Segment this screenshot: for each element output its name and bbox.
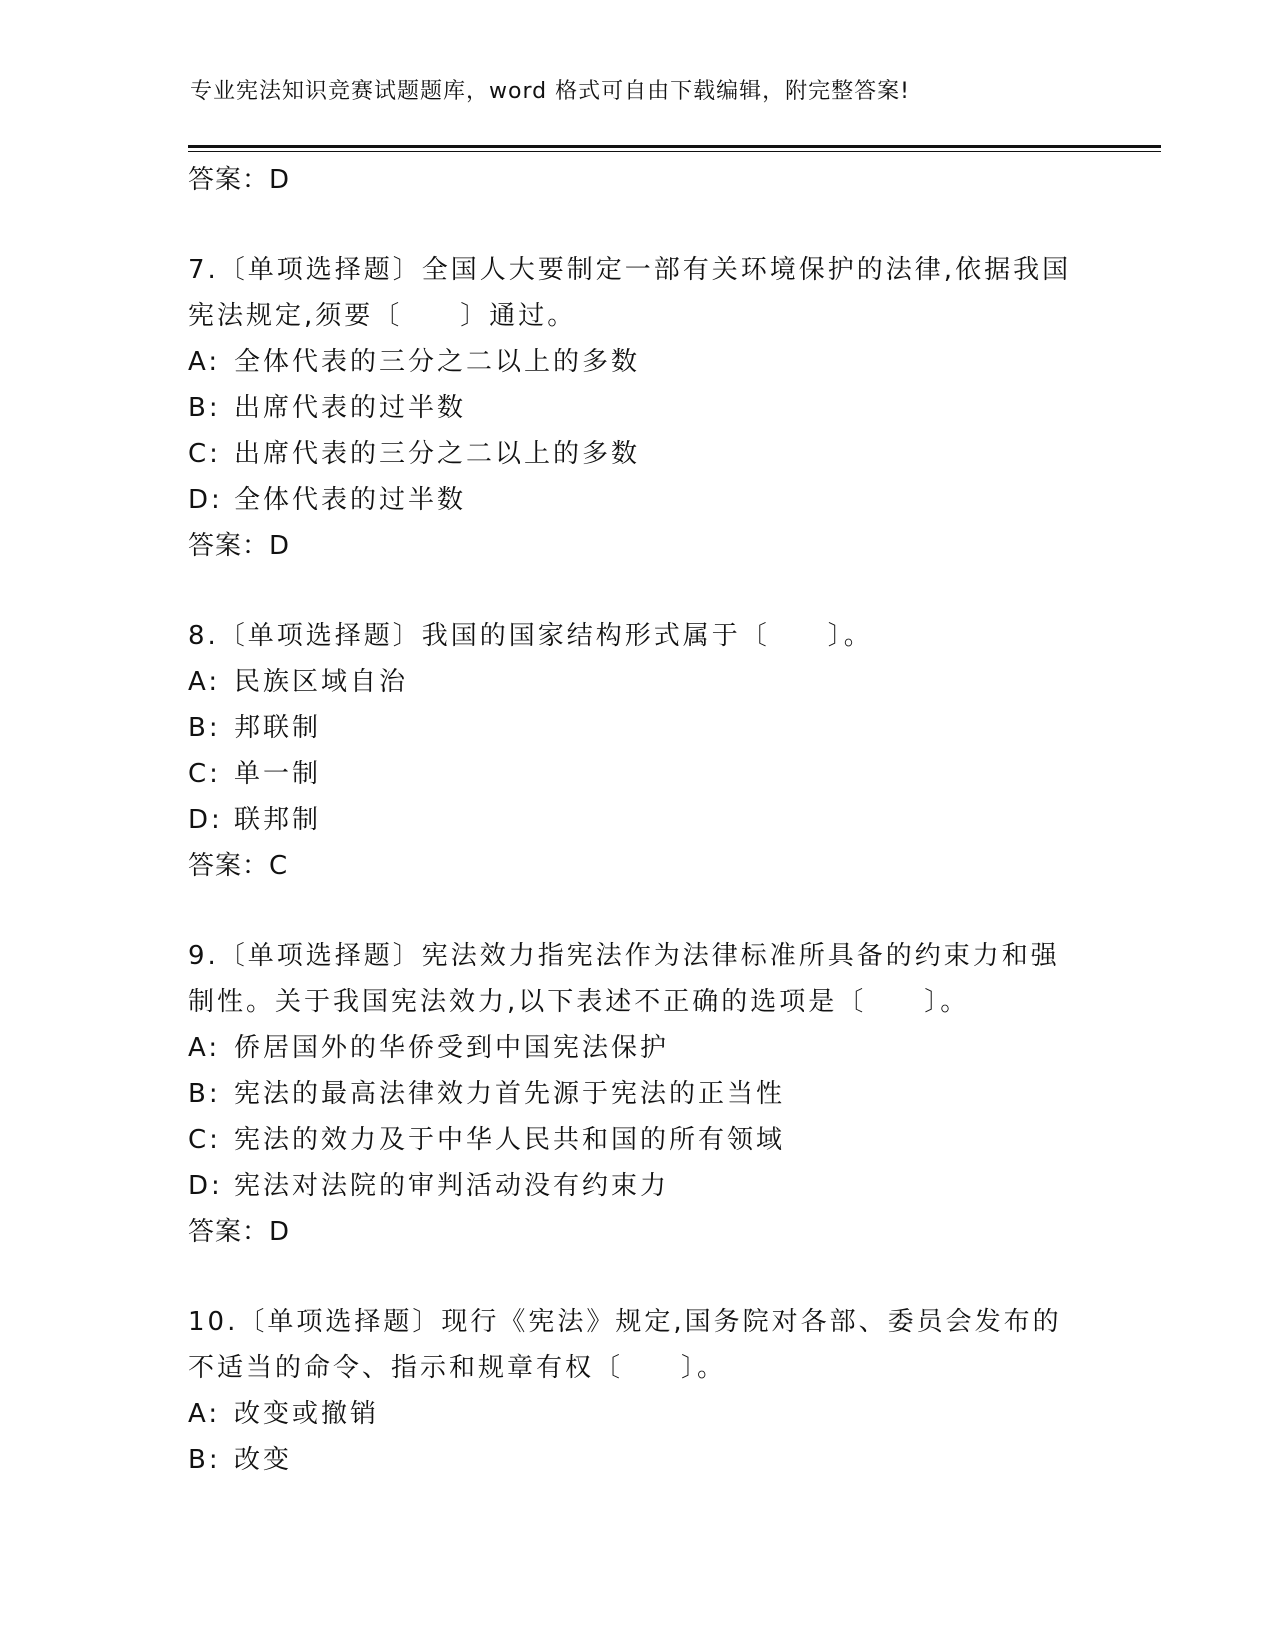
option-text: 单一制 xyxy=(234,759,322,789)
question-text-line: 8.〔单项选择题〕我国的国家结构形式属于〔 〕。 xyxy=(188,621,873,651)
option-text: 民族区域自治 xyxy=(234,667,409,697)
option-text: 宪法的最高法律效力首先源于宪法的正当性 xyxy=(234,1079,786,1109)
option-c xyxy=(188,431,1088,477)
question-text-line: 10.〔单项选择题〕现行《宪法》规定,国务院对各部、委员会发布的 xyxy=(188,1307,1062,1337)
answer-line: 答案：D xyxy=(188,531,291,561)
answer-line: 答案：D xyxy=(188,165,291,195)
option-letter: D: xyxy=(188,805,223,835)
option-text: 出席代表的三分之二以上的多数 xyxy=(234,439,641,469)
option-b xyxy=(188,705,1088,751)
question-10 xyxy=(188,1299,1088,1483)
option-text: 联邦制 xyxy=(234,805,322,835)
option-text: 邦联制 xyxy=(234,713,322,743)
question-8 xyxy=(188,613,1088,889)
question-text-line: 不适当的命令、指示和规章有权〔 〕。 xyxy=(188,1353,727,1383)
question-text-line: 宪法规定,须要〔 〕通过。 xyxy=(188,301,577,331)
option-c xyxy=(188,1117,1088,1163)
option-letter: A: xyxy=(188,1399,221,1429)
option-c xyxy=(188,751,1088,797)
option-letter: B: xyxy=(188,1079,221,1109)
option-letter: B: xyxy=(188,1445,221,1475)
page-header: 专业宪法知识竞赛试题题库，word 格式可自由下载编辑，附完整答案! xyxy=(190,79,910,104)
option-text: 全体代表的三分之二以上的多数 xyxy=(234,347,641,377)
option-text: 宪法的效力及于中华人民共和国的所有领域 xyxy=(234,1125,786,1155)
option-text: 宪法对法院的审判活动没有约束力 xyxy=(234,1171,670,1201)
option-b xyxy=(188,1437,1088,1483)
header-rule-thin xyxy=(188,151,1161,152)
option-letter: A: xyxy=(188,347,221,377)
option-text: 侨居国外的华侨受到中国宪法保护 xyxy=(234,1033,670,1063)
question-9 xyxy=(188,933,1088,1255)
option-letter: D: xyxy=(188,485,223,515)
header-rule-thick xyxy=(188,145,1161,148)
option-letter: B: xyxy=(188,713,221,743)
option-letter: A: xyxy=(188,667,221,697)
question-text-line: 制性。关于我国宪法效力,以下表述不正确的选项是〔 〕。 xyxy=(188,987,970,1017)
option-d xyxy=(188,477,1088,523)
option-text: 出席代表的过半数 xyxy=(234,393,467,423)
option-letter: C: xyxy=(188,439,221,469)
option-letter: C: xyxy=(188,759,221,789)
question-7 xyxy=(188,247,1088,569)
option-a xyxy=(188,339,1088,385)
answer-line: 答案：D xyxy=(188,1217,291,1247)
option-text: 全体代表的过半数 xyxy=(234,485,467,515)
option-a xyxy=(188,1025,1088,1071)
answer-line: 答案：C xyxy=(188,851,289,881)
option-letter: A: xyxy=(188,1033,221,1063)
question-text-line: 7.〔单项选择题〕全国人大要制定一部有关环境保护的法律,依据我国 xyxy=(188,255,1072,285)
option-a xyxy=(188,659,1088,705)
option-d xyxy=(188,1163,1088,1209)
option-letter: C: xyxy=(188,1125,221,1155)
option-text: 改变 xyxy=(234,1445,293,1475)
option-d xyxy=(188,797,1088,843)
option-b xyxy=(188,1071,1088,1117)
option-letter: D: xyxy=(188,1171,223,1201)
option-text: 改变或撤销 xyxy=(234,1399,380,1429)
document-content xyxy=(188,157,1088,1483)
option-a xyxy=(188,1391,1088,1437)
option-letter: B: xyxy=(188,393,221,423)
question-text-line: 9.〔单项选择题〕宪法效力指宪法作为法律标准所具备的约束力和强 xyxy=(188,941,1060,971)
option-b xyxy=(188,385,1088,431)
